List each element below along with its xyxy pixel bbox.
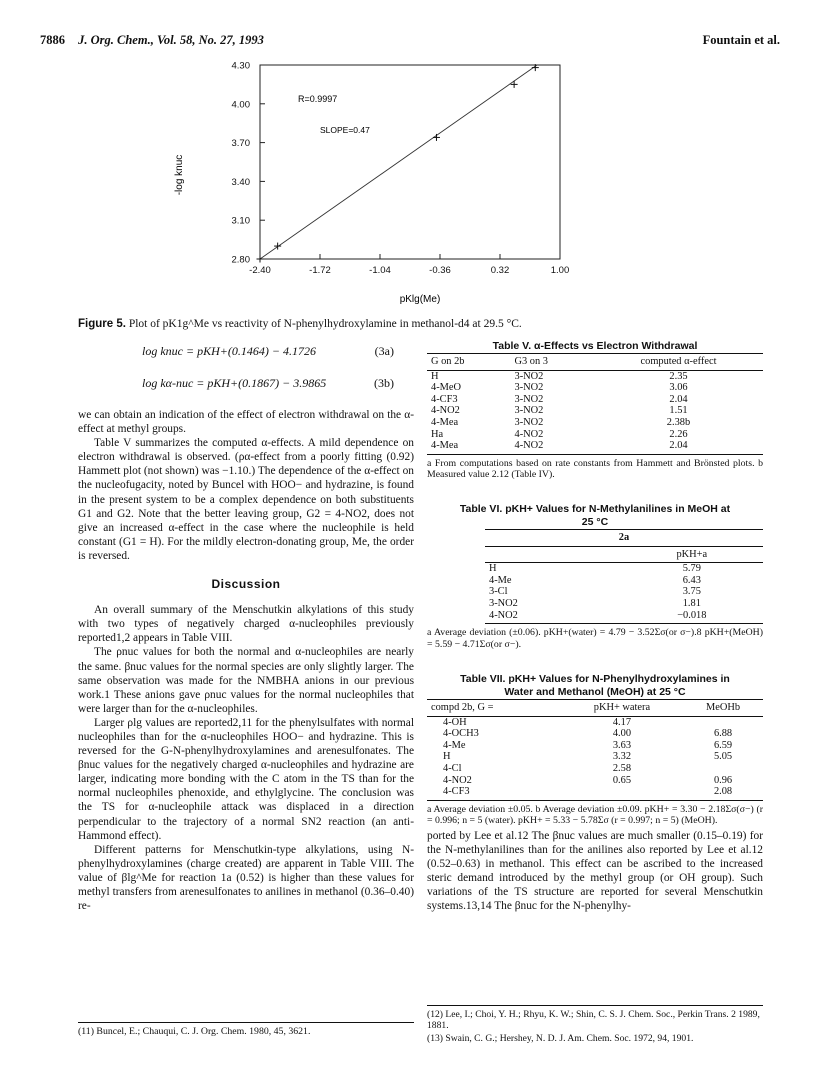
table-v	[427, 340, 763, 481]
table-cell: 4-Mea	[427, 440, 511, 454]
table-vi-grid	[485, 529, 763, 624]
table-vii-grid	[427, 699, 763, 801]
annotation-slope: SLOPE=0.47	[320, 125, 370, 135]
table-cell: 2.26	[669, 428, 688, 440]
table-row	[427, 382, 763, 394]
equation-3a	[78, 340, 414, 364]
table-row	[485, 598, 763, 610]
table-row	[427, 417, 763, 429]
table-cell: 4.17	[612, 716, 632, 728]
table-row	[427, 394, 763, 406]
table-cell: 3-Cl	[489, 586, 508, 598]
figure-caption-text: Plot of pK1g^Me vs reactivity of N-phenylhydroxylamine in methanol-d4 at 29.5 °C.	[128, 318, 522, 330]
table-vi-title-line1: Table VI. pKH+ Values for N-Methylanilines in MeOH at	[459, 503, 731, 515]
table-header: compd 2b, G =	[427, 700, 561, 717]
table-row	[485, 563, 763, 575]
table-cell: 0.65	[612, 774, 632, 786]
table-header-empty	[485, 546, 621, 563]
table-cell	[683, 763, 763, 775]
table-cell: 4-NO2	[443, 774, 472, 786]
table-cell: 3-NO2	[514, 382, 544, 394]
data-point	[257, 256, 264, 263]
table-header: pKH+ watera	[561, 700, 683, 717]
section-title-discussion: Discussion	[211, 577, 281, 592]
table-cell: 4.00	[612, 728, 632, 740]
running-head-authors: Fountain et al.	[702, 33, 780, 47]
table-vii	[427, 673, 763, 827]
table-header: G on 2b	[427, 354, 511, 371]
table-row	[427, 786, 763, 800]
table-cell: 1.51	[669, 405, 688, 417]
table-cell: 2.08	[683, 786, 763, 800]
table-row	[485, 586, 763, 598]
footnote-11: (11) Buncel, E.; Chauqui, C. J. Org. Chem. 1980, 45, 3621.	[78, 1022, 414, 1037]
y-tick-label: 3.70	[231, 138, 250, 150]
table-row	[427, 716, 763, 728]
table-header: MeOHb	[683, 700, 763, 717]
table-cell: 4-NO2	[514, 428, 544, 440]
table-cell: 2.58	[612, 762, 632, 774]
table-cell: 3-NO2	[514, 370, 544, 382]
data-point	[511, 81, 518, 88]
table-row	[427, 728, 763, 740]
table-row	[485, 610, 763, 624]
table-cell: 6.59	[713, 739, 733, 751]
table-cell: 3.06	[669, 382, 688, 394]
table-cell: 6.43	[682, 574, 701, 586]
data-point	[433, 134, 440, 141]
table-cell: 3-NO2	[514, 416, 544, 428]
x-axis-label: pKlg(Me)	[399, 294, 441, 305]
footnote-12: (12) Lee, I.; Choi, Y. H.; Rhyu, K. W.; Shin, C. S. J. Chem. Soc., Perkin Trans. 2 1989, 1881.	[427, 1009, 760, 1031]
table-v-grid	[427, 353, 763, 455]
footnotes-right	[427, 1005, 763, 1046]
table-vi	[427, 503, 763, 650]
paragraph: ported by Lee et al.12 The βnuc values are much smaller (0.15–0.19) for the N-methylanilines than for the anilines also reported by Lee et al.12 (0.52–0.63) in methanol. This effect can be ascribed to the increased steric demand introduced by the methyl group (or OH group). Such variations of the TS structure are reported for several Menschutkin systems.13,14 The βnuc for the N-phenylhy-	[427, 830, 763, 913]
journal-citation: J. Org. Chem., Vol. 58, No. 27, 1993	[78, 33, 264, 47]
table-cell: 4-NO2	[511, 440, 595, 454]
table-cell	[683, 716, 763, 728]
table-vi-title-line2: 25 °C	[581, 516, 609, 528]
paragraph: we can obtain an indication of the effect of electron withdrawal on the α-effect at methyl groups.	[78, 409, 414, 436]
table-cell: 4-CF3	[431, 393, 458, 405]
x-tick-label: -1.72	[309, 265, 331, 276]
equation-3b-number: (3b)	[374, 376, 394, 390]
table-cell: 2.38b	[666, 416, 691, 428]
table-cell: 4-MeO	[431, 382, 462, 394]
table-v-footnote: a From computations based on rate constants from Hammett and Brönsted plots. b Measured value 2.12 (Table IV).	[427, 457, 763, 481]
table-cell: −0.018	[621, 610, 763, 624]
table-cell: 5.05	[713, 751, 733, 763]
table-cell: 4-OCH3	[443, 728, 479, 740]
table-row	[427, 751, 763, 763]
table-cell: 3-NO2	[489, 597, 518, 609]
table-cell: 4-Cl	[443, 762, 462, 774]
annotation-r: R=0.9997	[298, 94, 338, 104]
running-head	[40, 33, 780, 49]
table-cell: 4-NO2	[431, 405, 460, 417]
table-cell: 3-NO2	[514, 405, 544, 417]
table-cell: 4-NO2	[485, 610, 621, 624]
table-row	[427, 740, 763, 752]
table-header: pKH+a	[621, 546, 763, 563]
paragraph: The ρnuc values for both the normal and α-nucleophiles are nearly the same. βnuc values for the normal species are only slightly larger. The same observation was made for the NMBHA anions in our previous work.1 These anions gave ρnuc values for the normal nucleophiles that were larger than for the α-nucleophiles.	[78, 646, 414, 715]
table-row	[427, 405, 763, 417]
table-vii-title-line2: Water and Methanol (MeOH) at 25 °C	[504, 686, 686, 698]
table-cell: 3-NO2	[514, 393, 544, 405]
table-row	[485, 575, 763, 587]
paragraph: An overall summary of the Menschutkin alkylations of this study with two types of negatively charged α-nucleophiles previously reported1,2 appears in Table VIII.	[78, 604, 414, 645]
table-cell: 3.32	[612, 751, 632, 763]
table-cell: Ha	[431, 428, 444, 440]
table-cell: 4-Me	[443, 739, 466, 751]
table-group-header: 2a	[485, 530, 763, 547]
x-tick-label: 1.00	[550, 265, 570, 276]
y-tick-label: 2.80	[231, 254, 250, 266]
page-number: 7886	[40, 33, 65, 47]
table-v-title: Table V. α-Effects vs Electron Withdrawal	[492, 340, 698, 352]
table-row	[427, 775, 763, 787]
table-row	[427, 440, 763, 454]
table-cell	[561, 786, 683, 800]
table-cell: 2.04	[594, 440, 763, 454]
y-tick-label: 4.30	[231, 60, 250, 72]
equation-3a-number: (3a)	[374, 344, 394, 358]
footnote-13: (13) Swain, C. G.; Hershey, N. D. J. Am. Chem. Soc. 1972, 94, 1901.	[427, 1033, 694, 1044]
table-vi-footnote: a Average deviation (±0.06). pKH+(water) = 4.79 − 3.52Σσ(or σ−).8 pKH+(MeOH) = 5.59 − 4.71Σσ(or σ−).	[427, 627, 763, 650]
paragraph: Table V summarizes the computed α-effects. A mild dependence on electron withdrawal is observed. (ρα-effect from a poorly fitting (0.92) Hammett plot (not shown) was −1.10.) The dependence of the α-effect on the nucleofugacity, noted by Buncel with HOO− and hydrazine, is found in the present system to be a complex dependence on both substituents G1 and G2. Note that the better leaving group, G2 = 4-NO2, does not give an increased α-effect in the case where the nucleophile is held constant (G1 = H). For the mildly electron-donating group, Me, the order is reversed.	[78, 437, 414, 562]
paragraph: Larger ρlg values are reported2,11 for the phenylsulfates with normal nucleophiles than for the α-nucleophiles HOO− and hydrazine. This is reversed for the G-N-phenylhydroxylamines and arenesulfonates. The βnuc values for the negatively charged α-nucleophiles and hydrazine are larger, indicating more bonding with the C atom in the TS than for the normal nucleophiles phenoxide, and ethylglycine. The conclusion was the TS for α-nucleophile attack was displaced in a direction perpendicular to the trajectory of a normal SN2 reaction (an anti-Hammond effect).	[78, 716, 414, 842]
x-tick-label: -2.40	[249, 265, 271, 276]
figure-5-chart	[170, 55, 640, 317]
table-cell: 3.75	[682, 586, 701, 598]
table-cell: 3.63	[612, 739, 632, 751]
table-row	[427, 370, 763, 382]
table-header: computed α-effect	[594, 354, 763, 371]
paragraph: Different patterns for Menschutkin-type alkylations, using N-phenylhydroxylamines (charge created) are apparent in Table VIII. The value of βlg^Me for reaction 1a (0.52) is higher than these values for methyl transfers from arenesulfonates to anilines in methanol (0.36–0.40) re-	[78, 843, 414, 913]
table-cell: 0.96	[713, 774, 733, 786]
table-header: G3 on 3	[511, 354, 595, 371]
table-cell: 4-OH	[443, 716, 467, 728]
table-row	[427, 763, 763, 775]
table-row	[427, 429, 763, 441]
equation-3a-expression: log knuc = pKH+(0.1464) − 4.1726	[142, 344, 316, 358]
table-cell: 4-CF3	[427, 786, 561, 800]
left-column	[78, 340, 414, 913]
equation-3b-expression: log kα-nuc = pKH+(0.1867) − 3.9865	[142, 376, 327, 390]
x-tick-label: -0.36	[429, 265, 451, 276]
table-vii-title-line1: Table VII. pKH+ Values for N-Phenylhydroxylamines in	[460, 673, 730, 685]
table-cell: H	[431, 370, 439, 382]
table-cell: 2.35	[669, 370, 688, 382]
table-cell: 1.81	[682, 597, 701, 609]
equation-3b	[78, 372, 414, 396]
table-cell: 4-Mea	[431, 416, 459, 428]
y-axis-label: -log knuc	[174, 154, 185, 196]
right-column	[427, 829, 763, 914]
x-tick-label: 0.32	[490, 265, 510, 276]
figure-caption	[78, 318, 798, 330]
table-cell: 4-Me	[489, 574, 512, 586]
y-tick-label: 4.00	[231, 99, 250, 111]
table-vii-footnote: a Average deviation ±0.05. b Average deviation ±0.09. pKH+ = 3.30 − 2.18Σσ(σ−) (r = 0.996; n = 5 (water). pKH+ = 5.33 − 5.78Σσ (r = 0.997; n = 5) (MeOH).	[427, 803, 763, 827]
y-tick-label: 3.40	[231, 176, 250, 188]
table-cell: 2.04	[669, 393, 688, 405]
table-cell: H	[489, 563, 497, 575]
table-cell: 6.88	[713, 728, 733, 740]
y-tick-label: 3.10	[231, 215, 250, 227]
figure-caption-label: Figure 5.	[78, 318, 126, 330]
x-tick-label: -1.04	[369, 265, 391, 276]
table-cell: 5.79	[682, 563, 701, 575]
table-cell: H	[443, 751, 451, 763]
